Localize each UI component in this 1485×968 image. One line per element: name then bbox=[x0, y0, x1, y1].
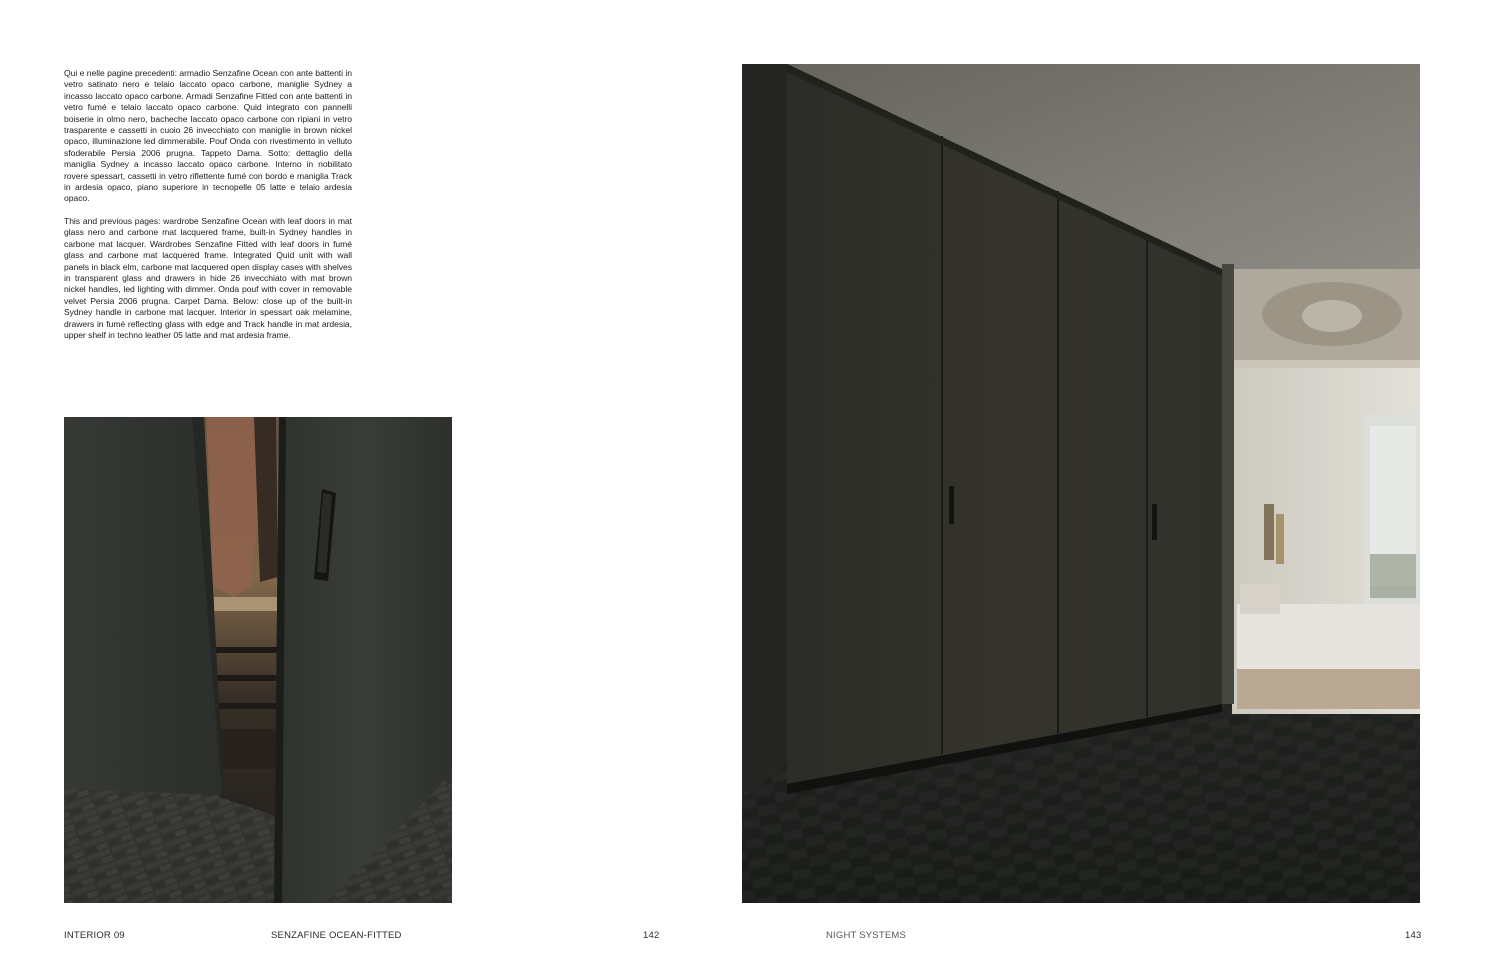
wardrobe-bedroom-photo bbox=[742, 64, 1420, 903]
page-number-right: 143 bbox=[1405, 930, 1422, 941]
footer-publication: INTERIOR 09 bbox=[64, 930, 125, 941]
page-number-left: 142 bbox=[643, 930, 660, 941]
footer-section: NIGHT SYSTEMS bbox=[826, 930, 907, 941]
footer-series: SENZAFINE OCEAN-FITTED bbox=[271, 930, 402, 941]
wardrobe-door-handle-detail-photo bbox=[64, 417, 452, 903]
caption-italian: Qui e nelle pagine precedenti: armadio Senzafine Ocean con ante battenti in vetro satinato nero e telaio laccato opaco carbone, maniglie Sydney a incasso laccato opaco carbone. Armadi Senzafine Fitted con ante battenti in vetro fumé e telaio laccato opaco carbone. Quid integrato con pannelli boiserie in olmo nero, bacheche laccato opaco carbone con ripiani in vetro trasparente e cassetti in cuoio 26 invecchiato con maniglie in brown nickel opaco, illuminazione led dimmerabile. Pouf Onda con rivestimento in velluto sfoderabile Persia 2006 prugna. Tappeto Dama. Sotto: dettaglio della maniglia Sydney a incasso laccato opaco carbone. Interno in nobilitato rovere spessart, cassetti in vetro riflettente fumé con bordo e maniglia Track in ardesia opaco, piano superiore in tecnopelle 05 latte e telaio ardesia opaco. bbox=[64, 68, 352, 204]
caption-english: This and previous pages: wardrobe Senzafine Ocean with leaf doors in mat glass nero and carbone mat lacquered frame, built-in Sydney handles in carbone mat lacquer. Wardrobes Senzafine Fitted with leaf doors in fumé glass and carbone mat lacquered frame. Integrated Quid unit with wall panels in black elm, carbone mat lacquered open display cases with shelves in transparent glass and drawers in hide 26 invecchiato with mat brown nickel handles, led lighting with dimmer. Onda pouf with cover in removable velvet Persia 2006 prugna. Carpet Dama. Below: close up of the built-in Sydney handle in carbone mat lacquer. Interior in spessart oak melamine, drawers in fumé reflecting glass with edge and Track handle in mat ardesia, upper shelf in techno leather 05 latte and mat ardesia frame. bbox=[64, 216, 352, 341]
